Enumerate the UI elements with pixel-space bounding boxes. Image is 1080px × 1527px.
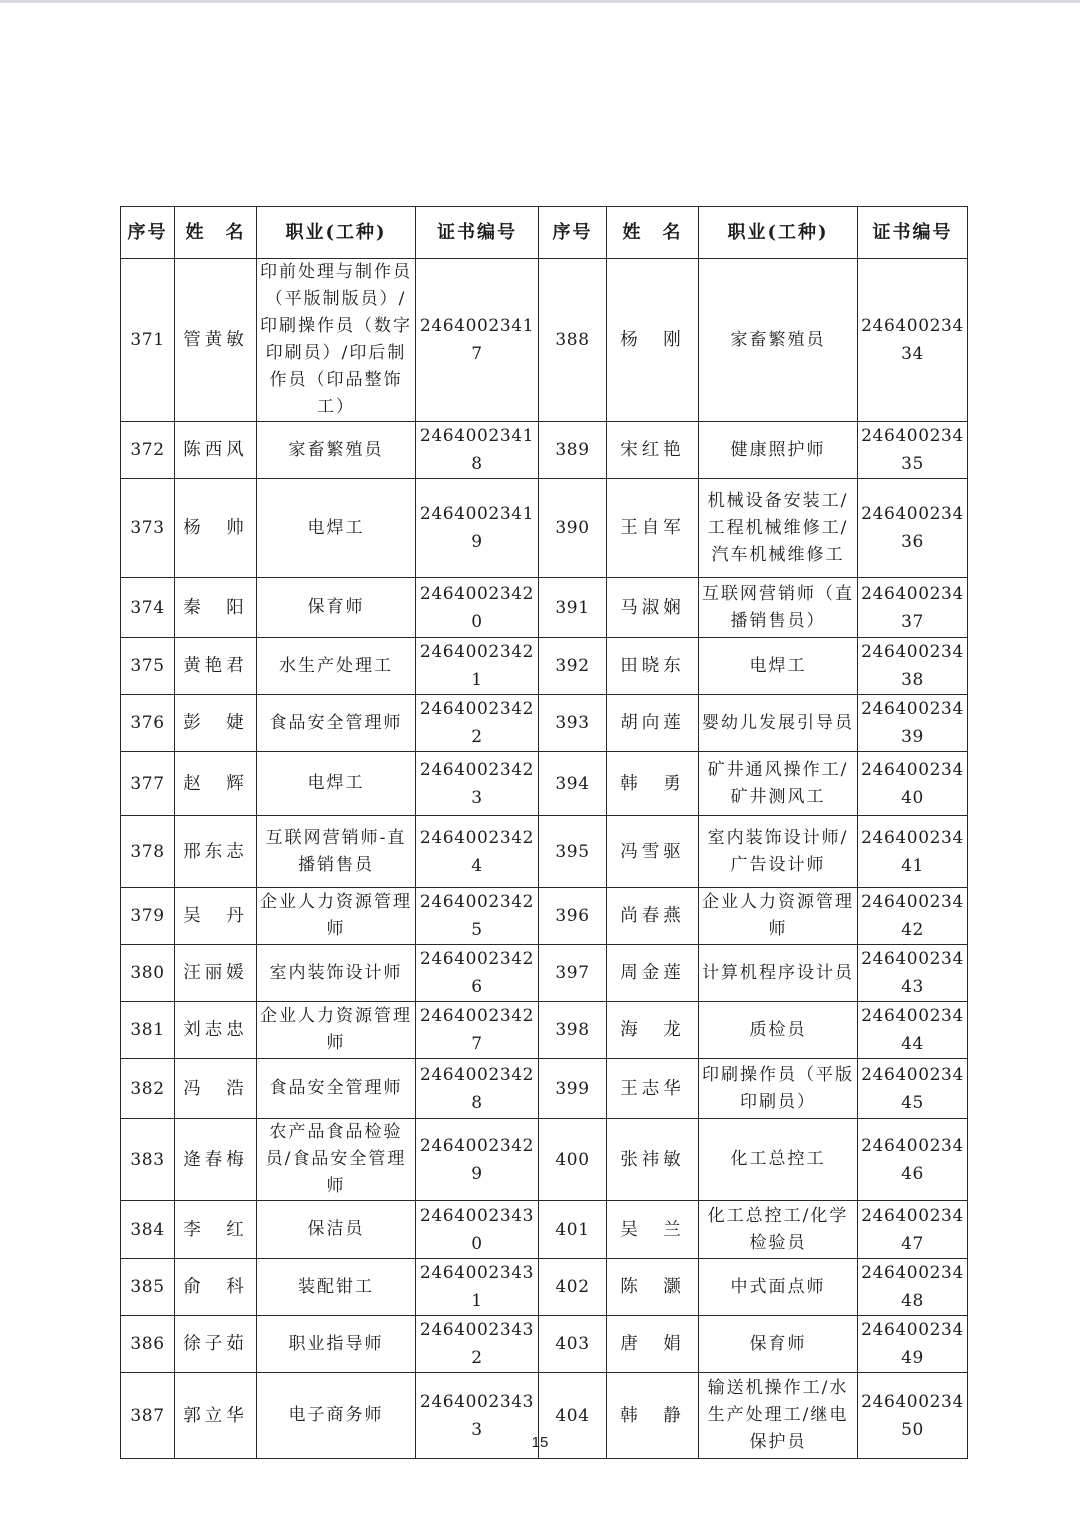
cert-number-cell: 24640023431	[416, 1259, 539, 1316]
seq-cell: 387	[121, 1373, 175, 1459]
seq-cell: 380	[121, 945, 175, 1002]
seq-cell: 385	[121, 1259, 175, 1316]
name-cell: 黄艳君	[175, 638, 257, 695]
name-cell: 陈西风	[175, 422, 257, 479]
cert-number-cell: 24640023448	[858, 1259, 968, 1316]
occupation-cell: 农产品食品检验员/食品安全管理师	[257, 1119, 416, 1201]
table-row	[121, 638, 968, 695]
name-cell: 杨 帅	[175, 479, 257, 578]
occupation-cell: 食品安全管理师	[257, 695, 416, 752]
header-seq: 序号	[539, 207, 607, 259]
occupation-cell: 保育师	[257, 578, 416, 638]
certificate-table	[120, 206, 968, 1459]
table-row	[121, 695, 968, 752]
occupation-cell: 室内装饰设计师	[257, 945, 416, 1002]
seq-cell: 379	[121, 888, 175, 945]
table-row	[121, 578, 968, 638]
name-cell: 韩 勇	[607, 752, 699, 816]
table-row	[121, 422, 968, 479]
cert-number-cell: 24640023441	[858, 816, 968, 888]
cert-number-cell: 24640023419	[416, 479, 539, 578]
name-cell: 尚春燕	[607, 888, 699, 945]
occupation-cell: 互联网营销师-直播销售员	[257, 816, 416, 888]
name-cell: 王志华	[607, 1059, 699, 1119]
seq-cell: 401	[539, 1201, 607, 1259]
cert-number-cell: 24640023444	[858, 1002, 968, 1059]
name-cell: 刘志忠	[175, 1002, 257, 1059]
name-cell: 彭 婕	[175, 695, 257, 752]
cert-number-cell: 24640023446	[858, 1119, 968, 1201]
occupation-cell: 机械设备安装工/工程机械维修工/汽车机械维修工	[699, 479, 858, 578]
name-cell: 马淑娴	[607, 578, 699, 638]
name-cell: 赵 辉	[175, 752, 257, 816]
seq-cell: 375	[121, 638, 175, 695]
cert-number-cell: 24640023439	[858, 695, 968, 752]
name-cell: 韩 静	[607, 1373, 699, 1459]
occupation-cell: 印刷操作员（平版印刷员）	[699, 1059, 858, 1119]
cert-number-cell: 24640023445	[858, 1059, 968, 1119]
header-name: 姓 名	[175, 207, 257, 259]
seq-cell: 396	[539, 888, 607, 945]
name-cell: 海 龙	[607, 1002, 699, 1059]
seq-cell: 391	[539, 578, 607, 638]
table-row	[121, 945, 968, 1002]
page-number: 15	[531, 1434, 549, 1451]
seq-cell: 371	[121, 259, 175, 422]
occupation-cell: 水生产处理工	[257, 638, 416, 695]
seq-cell: 399	[539, 1059, 607, 1119]
name-cell: 周金莲	[607, 945, 699, 1002]
table-body	[121, 259, 968, 1459]
header-occupation: 职业(工种)	[257, 207, 416, 259]
seq-cell: 374	[121, 578, 175, 638]
cert-number-cell: 24640023422	[416, 695, 539, 752]
cert-number-cell: 24640023437	[858, 578, 968, 638]
name-cell: 田晓东	[607, 638, 699, 695]
seq-cell: 400	[539, 1119, 607, 1201]
name-cell: 王自军	[607, 479, 699, 578]
seq-cell: 403	[539, 1316, 607, 1373]
occupation-cell: 电焊工	[699, 638, 858, 695]
seq-cell: 373	[121, 479, 175, 578]
cert-number-cell: 24640023426	[416, 945, 539, 1002]
seq-cell: 372	[121, 422, 175, 479]
seq-cell: 392	[539, 638, 607, 695]
seq-cell: 381	[121, 1002, 175, 1059]
name-cell: 李 红	[175, 1201, 257, 1259]
seq-cell: 398	[539, 1002, 607, 1059]
name-cell: 管黄敏	[175, 259, 257, 422]
seq-cell: 394	[539, 752, 607, 816]
page-top-edge	[0, 0, 1080, 3]
table-row	[121, 259, 968, 422]
seq-cell: 382	[121, 1059, 175, 1119]
occupation-cell: 企业人力资源管理师	[699, 888, 858, 945]
table-row	[121, 1259, 968, 1316]
occupation-cell: 矿井通风操作工/矿井测风工	[699, 752, 858, 816]
seq-cell: 383	[121, 1119, 175, 1201]
name-cell: 杨 刚	[607, 259, 699, 422]
name-cell: 俞 科	[175, 1259, 257, 1316]
occupation-cell: 质检员	[699, 1002, 858, 1059]
occupation-cell: 企业人力资源管理师	[257, 1002, 416, 1059]
table-row	[121, 1201, 968, 1259]
table-row	[121, 1059, 968, 1119]
cert-number-cell: 24640023432	[416, 1316, 539, 1373]
seq-cell: 402	[539, 1259, 607, 1316]
occupation-cell: 室内装饰设计师/广告设计师	[699, 816, 858, 888]
cert-number-cell: 24640023424	[416, 816, 539, 888]
occupation-cell: 保育师	[699, 1316, 858, 1373]
table-row	[121, 816, 968, 888]
occupation-cell: 电子商务师	[257, 1373, 416, 1459]
cert-number-cell: 24640023417	[416, 259, 539, 422]
cert-number-cell: 24640023425	[416, 888, 539, 945]
occupation-cell: 中式面点师	[699, 1259, 858, 1316]
occupation-cell: 互联网营销师（直播销售员）	[699, 578, 858, 638]
seq-cell: 377	[121, 752, 175, 816]
occupation-cell: 输送机操作工/水生产处理工/继电保护员	[699, 1373, 858, 1459]
name-cell: 胡向莲	[607, 695, 699, 752]
occupation-cell: 化工总控工/化学检验员	[699, 1201, 858, 1259]
name-cell: 逄春梅	[175, 1119, 257, 1201]
seq-cell: 395	[539, 816, 607, 888]
name-cell: 张祎敏	[607, 1119, 699, 1201]
table-header-row	[121, 207, 968, 259]
seq-cell: 389	[539, 422, 607, 479]
seq-cell: 397	[539, 945, 607, 1002]
cert-number-cell: 24640023433	[416, 1373, 539, 1459]
cert-number-cell: 24640023449	[858, 1316, 968, 1373]
table-row	[121, 1002, 968, 1059]
cert-number-cell: 24640023420	[416, 578, 539, 638]
occupation-cell: 家畜繁殖员	[257, 422, 416, 479]
name-cell: 冯雪驱	[607, 816, 699, 888]
header-name: 姓 名	[607, 207, 699, 259]
occupation-cell: 电焊工	[257, 479, 416, 578]
seq-cell: 388	[539, 259, 607, 422]
occupation-cell: 企业人力资源管理师	[257, 888, 416, 945]
cert-number-cell: 24640023430	[416, 1201, 539, 1259]
name-cell: 冯 浩	[175, 1059, 257, 1119]
occupation-cell: 装配钳工	[257, 1259, 416, 1316]
seq-cell: 393	[539, 695, 607, 752]
cert-number-cell: 24640023427	[416, 1002, 539, 1059]
name-cell: 吴 丹	[175, 888, 257, 945]
cert-number-cell: 24640023450	[858, 1373, 968, 1459]
cert-number-cell: 24640023442	[858, 888, 968, 945]
cert-number-cell: 24640023438	[858, 638, 968, 695]
header-seq: 序号	[121, 207, 175, 259]
cert-number-cell: 24640023428	[416, 1059, 539, 1119]
name-cell: 宋红艳	[607, 422, 699, 479]
occupation-cell: 计算机程序设计员	[699, 945, 858, 1002]
seq-cell: 390	[539, 479, 607, 578]
cert-number-cell: 24640023435	[858, 422, 968, 479]
occupation-cell: 健康照护师	[699, 422, 858, 479]
header-cert-number: 证书编号	[416, 207, 539, 259]
occupation-cell: 婴幼儿发展引导员	[699, 695, 858, 752]
name-cell: 秦 阳	[175, 578, 257, 638]
seq-cell: 386	[121, 1316, 175, 1373]
seq-cell: 378	[121, 816, 175, 888]
table-row	[121, 1316, 968, 1373]
occupation-cell: 化工总控工	[699, 1119, 858, 1201]
table-row	[121, 479, 968, 578]
name-cell: 陈 灏	[607, 1259, 699, 1316]
name-cell: 徐子茹	[175, 1316, 257, 1373]
cert-number-cell: 24640023443	[858, 945, 968, 1002]
seq-cell: 376	[121, 695, 175, 752]
occupation-cell: 职业指导师	[257, 1316, 416, 1373]
seq-cell: 404	[539, 1373, 607, 1459]
cert-number-cell: 24640023447	[858, 1201, 968, 1259]
name-cell: 唐 娟	[607, 1316, 699, 1373]
name-cell: 郭立华	[175, 1373, 257, 1459]
table-row	[121, 888, 968, 945]
cert-number-cell: 24640023436	[858, 479, 968, 578]
occupation-cell: 印前处理与制作员（平版制版员）/印刷操作员（数字印刷员）/印后制作员（印品整饰工）	[257, 259, 416, 422]
table-row	[121, 1119, 968, 1201]
occupation-cell: 家畜繁殖员	[699, 259, 858, 422]
cert-number-cell: 24640023418	[416, 422, 539, 479]
cert-number-cell: 24640023440	[858, 752, 968, 816]
header-occupation: 职业(工种)	[699, 207, 858, 259]
cert-number-cell: 24640023421	[416, 638, 539, 695]
header-cert-number: 证书编号	[858, 207, 968, 259]
name-cell: 汪丽媛	[175, 945, 257, 1002]
cert-number-cell: 24640023423	[416, 752, 539, 816]
occupation-cell: 电焊工	[257, 752, 416, 816]
table-row	[121, 752, 968, 816]
name-cell: 邢东志	[175, 816, 257, 888]
name-cell: 吴 兰	[607, 1201, 699, 1259]
cert-number-cell: 24640023429	[416, 1119, 539, 1201]
cert-number-cell: 24640023434	[858, 259, 968, 422]
seq-cell: 384	[121, 1201, 175, 1259]
occupation-cell: 食品安全管理师	[257, 1059, 416, 1119]
occupation-cell: 保洁员	[257, 1201, 416, 1259]
